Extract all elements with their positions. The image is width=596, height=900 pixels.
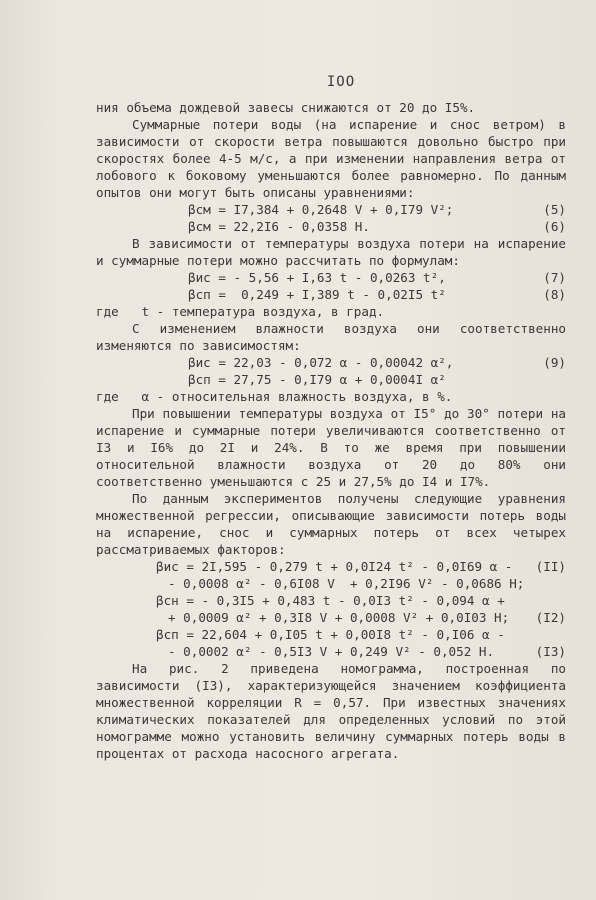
paragraph: На рис. 2 приведена номограмма, построенная по зависимости (I3), характеризующейся значением коэффициента множественной корреляции R = 0,57. При известных значениях климатических показателей для определенных условий по этой номограмме можно установить величину суммарных потерь воды в процентах от расхода насосного агрегата.: [96, 661, 566, 761]
equation-number: (I2): [535, 610, 566, 625]
equation: [96, 218, 566, 235]
equation-text: - 0,0002 α² - 0,5I3 V + 0,249 V² - 0,052 H.: [168, 644, 495, 659]
equation-number: (9): [543, 355, 566, 370]
variable-definition: где α - относительная влажность воздуха, в %.: [96, 389, 453, 404]
equation-text: βсп = 22,604 + 0,I05 t + 0,00I8 t² - 0,I06 α -: [156, 627, 505, 642]
page-content: [96, 99, 566, 762]
equation: [96, 286, 566, 303]
equation-text: βис = 22,03 - 0,072 α - 0,00042 α²,: [188, 355, 454, 370]
page-number: IOO: [326, 74, 356, 90]
equation: [96, 609, 566, 626]
equation-number: (6): [543, 219, 566, 234]
equation-text: βсн = - 0,3I5 + 0,483 t - 0,0I3 t² - 0,094 α +: [156, 593, 505, 608]
paragraph: ния объема дождевой завесы снижаются от 20 до I5%.: [96, 100, 476, 115]
equation: [96, 269, 566, 286]
paragraph: По данным экспериментов получены следующие уравнения множественной регрессии, описывающие зависимости потерь воды на испарение, снос и суммарных потерь от всех четырех рассматриваемых факторов:: [96, 491, 566, 557]
equation: [96, 643, 566, 660]
equation-text: βсп = 0,249 + I,389 t - 0,02I5 t²: [188, 287, 446, 302]
paragraph: При повышении температуры воздуха от I5° до 30° потери на испарение и суммарные потери увеличиваются соответственно от I3 и I6% до 2I и 24%. В то же время при повышении относительной влажности воздуха от 20 до 80% они соответственно уменьшаются с 25 и 27,5% до I4 и I7%.: [96, 406, 566, 489]
equation: [96, 201, 566, 218]
equation-number: (5): [543, 202, 566, 217]
equation-text: + 0,0009 α² + 0,3I8 V + 0,0008 V² + 0,0I03 H;: [168, 610, 510, 625]
paragraph: С изменением влажности воздуха они соответственно изменяются по зависимостям:: [96, 321, 566, 353]
variable-definition: где t - температура воздуха, в град.: [96, 304, 385, 319]
equation: [96, 575, 566, 592]
equation: [96, 354, 566, 371]
paragraph: Суммарные потери воды (на испарение и снос ветром) в зависимости от скорости ветра повышаются довольно быстро при скоростях более 4-5 м/с, а при изменении направления ветра от лобового к боковому уменьшаются более равномерно. По данным опытов они могут быть описаны уравнениями:: [96, 117, 566, 200]
equation-number: (I3): [535, 644, 566, 659]
equation-text: βсм = 22,2I6 - 0,0358 H.: [188, 219, 370, 234]
equation: [96, 592, 566, 609]
equation-text: βис = - 5,56 + I,63 t - 0,0263 t²,: [188, 270, 446, 285]
equation: [96, 558, 566, 575]
equation-text: - 0,0008 α² - 0,6I08 V + 0,2I96 V² - 0,0686 H;: [168, 576, 525, 591]
equation-number: (7): [543, 270, 566, 285]
equation-number: (II): [535, 559, 566, 574]
equation-text: βис = 2I,595 - 0,279 t + 0,0I24 t² - 0,0I69 α -: [156, 559, 513, 574]
equation: [96, 626, 566, 643]
paragraph: В зависимости от температуры воздуха потери на испарение и суммарные потери можно рассчитать по формулам:: [96, 236, 566, 268]
equation-number: (8): [543, 287, 566, 302]
equation-text: βсм = I7,384 + 0,2648 V + 0,I79 V²;: [188, 202, 454, 217]
equation: [96, 371, 566, 388]
equation-text: βсп = 27,75 - 0,I79 α + 0,0004I α²: [188, 372, 446, 387]
